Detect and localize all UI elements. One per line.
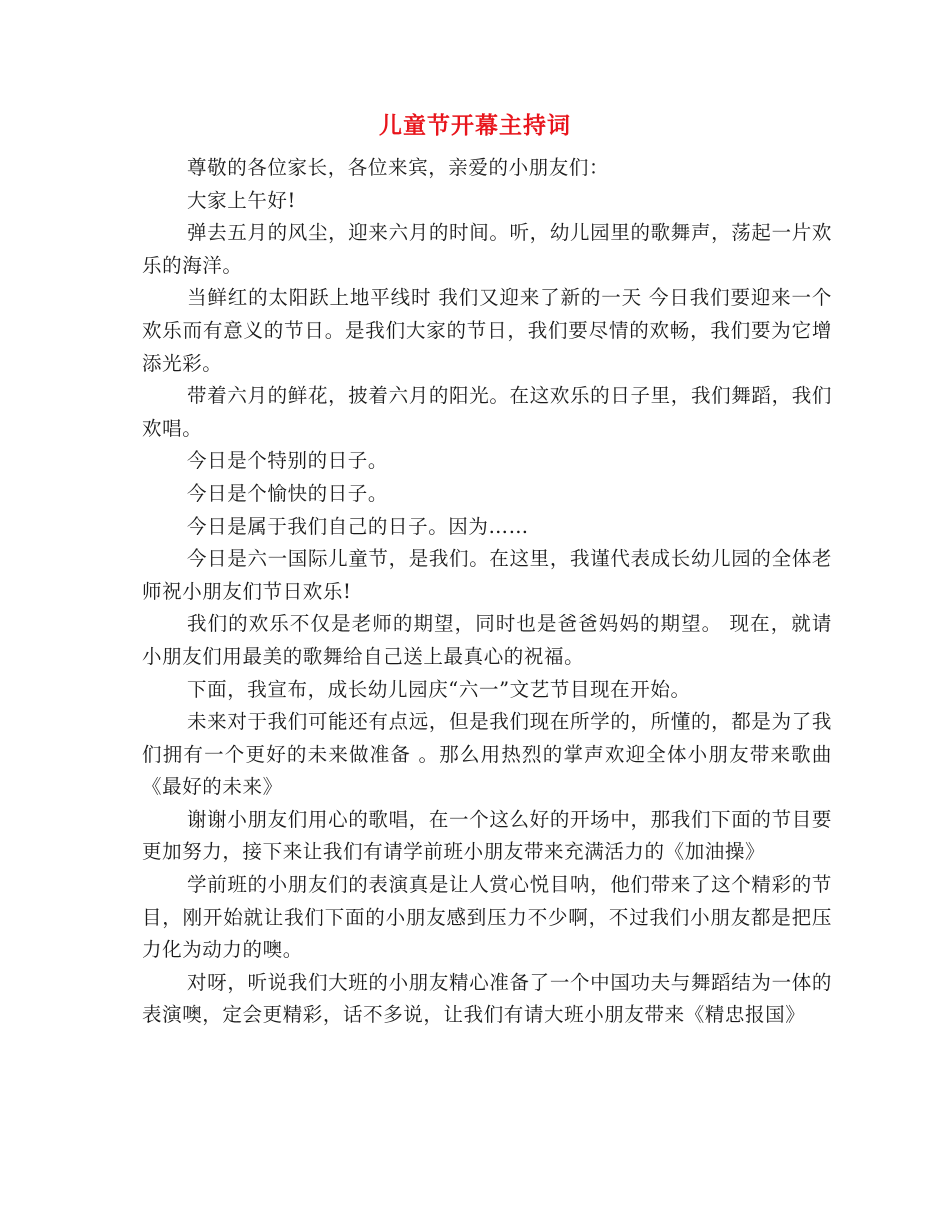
paragraph: 今日是六一国际儿童节，是我们。在这里，我谨代表成长幼儿园的全体老师祝小朋友们节日欢乐!: [142, 547, 832, 603]
paragraph: 今日是个愉快的日子。: [187, 481, 389, 505]
paragraph: 我们的欢乐不仅是老师的期望，同时也是爸爸妈妈的期望。 现在，就请小朋友们用最美的歌舞给自己送上最真心的祝福。: [142, 612, 832, 668]
paragraph: 大家上午好!: [187, 188, 296, 212]
paragraph: 学前班的小朋友们的表演真是让人赏心悦目呐，他们带来了这个精彩的节目，刚开始就让我们下面的小朋友感到压力不少啊，不过我们小朋友都是把压力化为动力的噢。: [142, 873, 832, 962]
document-body: [142, 152, 832, 1032]
paragraph: 尊敬的各位家长，各位来宾，亲爱的小朋友们：: [187, 156, 610, 179]
document-title: 儿童节开幕主持词: [379, 112, 571, 139]
paragraph: 弹去五月的风尘，迎来六月的时间。听，幼儿园里的歌舞声，荡起一片欢乐的海洋。: [142, 221, 832, 277]
paragraph: 下面，我宣布，成长幼儿园庆“六一”文艺节目现在开始。: [187, 677, 691, 701]
paragraph: 带着六月的鲜花，披着六月的阳光。在这欢乐的日子里，我们舞蹈，我们欢唱。: [142, 384, 832, 440]
paragraph: 今日是属于我们自己的日子。因为……: [187, 514, 529, 538]
paragraph: 今日是个特别的日子。: [187, 449, 389, 473]
paragraph: 谢谢小朋友们用心的歌唱，在一个这么好的开场中，那我们下面的节目要更加努力，接下来让我们有请学前班小朋友带来充满活力的《加油操》: [142, 807, 832, 864]
paragraph: 对呀，听说我们大班的小朋友精心准备了一个中国功夫与舞蹈结为一体的表演噢，定会更精彩，话不多说，让我们有请大班小朋友带来《精忠报国》: [142, 970, 832, 1027]
paragraph: 未来对于我们可能还有点远，但是我们现在所学的，所懂的，都是为了我们拥有一个更好的未来做准备 。那么用热烈的掌声欢迎全体小朋友带来歌曲《最好的未来》: [142, 710, 832, 799]
paragraph: 当鲜红的太阳跃上地平线时 我们又迎来了新的一天 今日我们要迎来一个欢乐而有意义的节日。是我们大家的节日，我们要尽情的欢畅，我们要为它增添光彩。: [142, 286, 832, 375]
